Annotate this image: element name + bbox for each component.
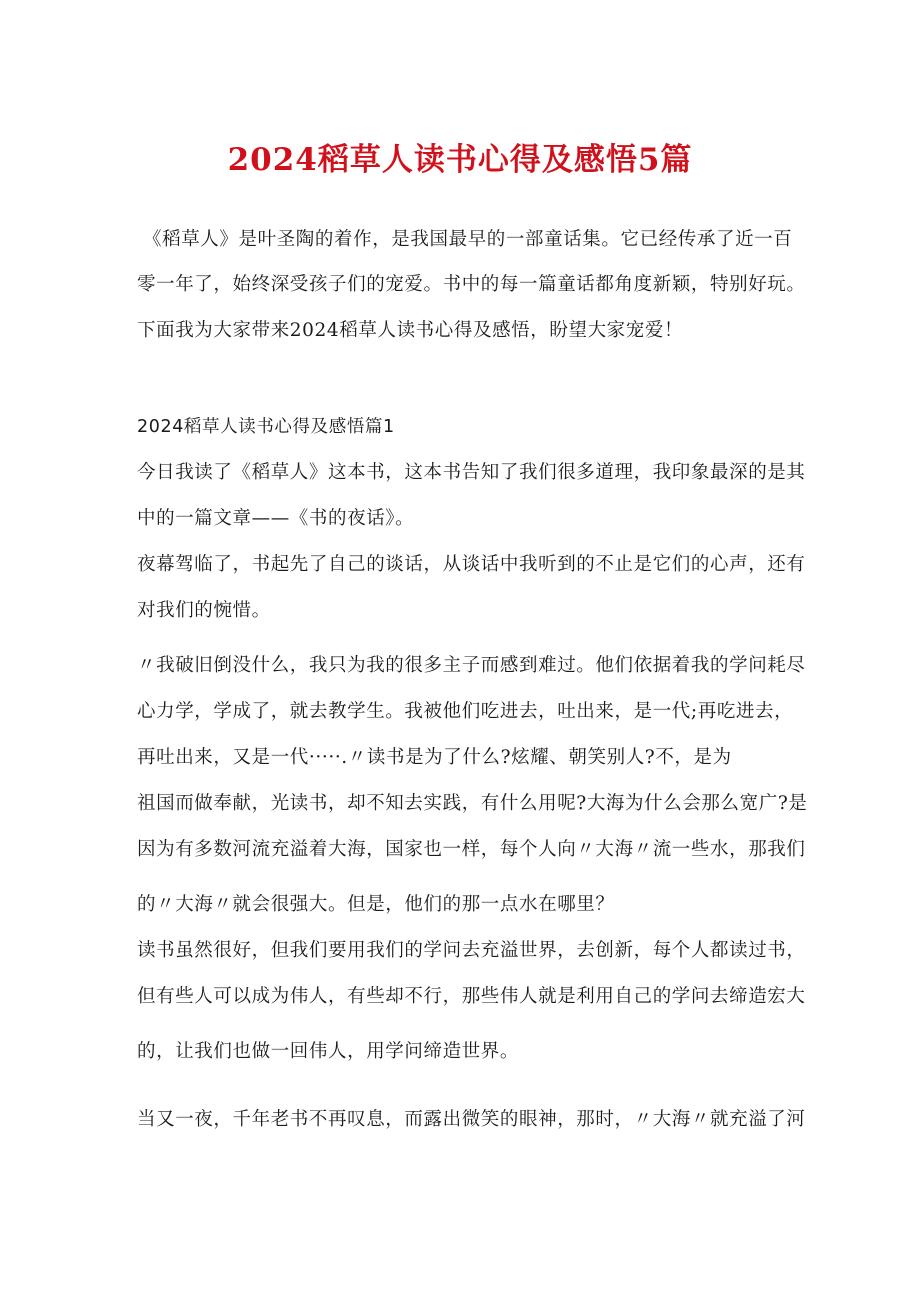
- body-line: 祖国而做奉献，光读书，却不知去实践，有什么用呢?大海为什么会那么宽广?是: [137, 793, 808, 814]
- document-title: 2024稻草人读书心得及感悟5篇: [227, 142, 693, 178]
- body-line: 的，让我们也做一回伟人，用学问缔造世界。: [137, 1041, 520, 1062]
- body-line: 中的一篇文章——《书的夜话》。: [137, 508, 415, 529]
- intro-line: 下面我为大家带来2024稻草人读书心得及感悟，盼望大家宠爱！: [137, 320, 684, 341]
- body-line: 〃我破旧倒没什么，我只为我的很多主子而感到难过。他们依据着我的学问耗尽: [137, 655, 806, 676]
- body-line: 当又一夜，千年老书不再叹息，而露出微笑的眼神，那时，〃大海〃就充溢了河: [137, 1109, 806, 1130]
- intro-line: 《稻草人》是叶圣陶的着作，是我国最早的一部童话集。它已经传承了近一百: [143, 229, 793, 250]
- body-line: 心力学，学成了，就去教学生。我被他们吃进去，吐出来，是一代;再吃进去，: [137, 701, 794, 722]
- body-line: 因为有多数河流充溢着大海，国家也一样，每个人向〃大海〃流一些水，那我们: [137, 839, 806, 860]
- body-line: 对我们的惋惜。: [137, 600, 271, 621]
- body-line: 但有些人可以成为伟人，有些却不行，那些伟人就是利用自己的学问去缔造宏大: [137, 986, 806, 1007]
- body-line: 的〃大海〃就会很强大。但是，他们的那一点水在哪里？: [137, 894, 615, 915]
- body-line: 读书虽然很好，但我们要用我们的学问去充溢世界，去创新，每个人都读过书，: [137, 940, 806, 961]
- body-line: 再吐出来，又是一代·····.〃读书是为了什么?炫耀、朝笑别人?不，是为: [137, 747, 732, 768]
- body-line: 夜幕驾临了，书起先了自己的谈话，从谈话中我听到的不止是它们的心声，还有: [137, 554, 806, 575]
- section-heading: 2024稻草人读书心得及感悟篇1: [137, 417, 395, 437]
- body-line: 今日我读了《稻草人》这本书，这本书告知了我们很多道理，我印象最深的是其: [137, 462, 806, 483]
- intro-line: 零一年了，始终深受孩子们的宠爱。书中的每一篇童话都角度新颖，特别好玩。: [137, 274, 806, 295]
